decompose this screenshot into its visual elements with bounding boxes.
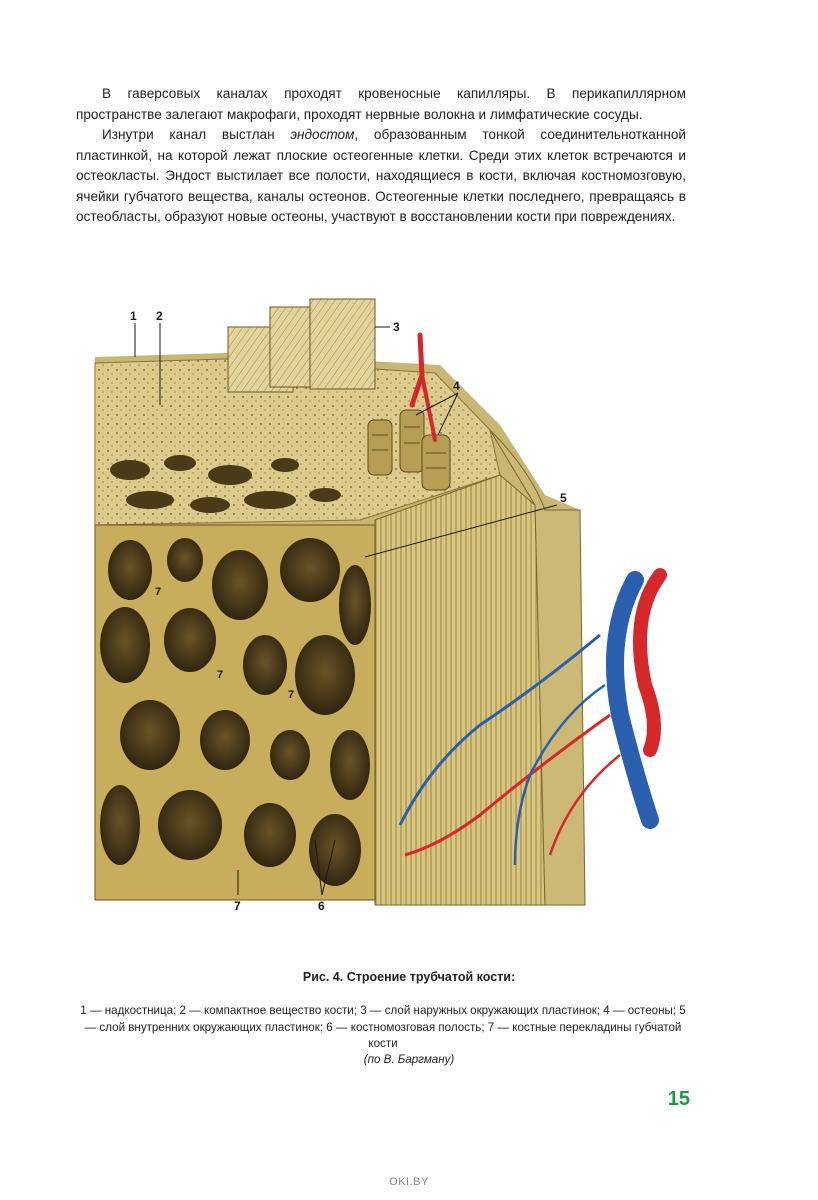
label-1: 1 xyxy=(130,309,137,323)
paragraph-2-rest: , образованным тонкой соединительнотканной пластинкой, на которой лежат плоские остеогенные клетки. Среди этих клеток встречаются и остеокласты. Эндост выстилает все полости, находящиеся в кости, включая костномозговую, ячейки губчатого вещества, каналы остеонов. Остеогенные клетки последнего, превращаясь в остеобласты, образуют новые остеоны, участвуют в восстановлении кости при повреждениях. xyxy=(76,127,686,224)
term-endosteum: эндостом xyxy=(290,127,355,142)
label-7-bottom: 7 xyxy=(234,899,241,913)
label-3: 3 xyxy=(393,320,400,334)
label-6: 6 xyxy=(318,899,325,913)
label-4: 4 xyxy=(453,379,460,393)
paragraph-2 xyxy=(76,125,686,228)
figure-caption-title: Рис. 4. Строение трубчатой кости: xyxy=(302,970,516,984)
paragraph-2-start: Изнутри канал выстлан xyxy=(102,127,291,142)
outer-lamellae-blocks xyxy=(228,299,375,392)
watermark: OKI.BY xyxy=(389,1176,429,1188)
figure-caption-credit: (по В. Баргману) xyxy=(363,1053,455,1066)
label-7-upper: 7 xyxy=(155,586,162,598)
label-7-middle: 7 xyxy=(217,669,224,681)
label-2: 2 xyxy=(156,309,163,323)
artery-large xyxy=(640,575,660,750)
label-5: 5 xyxy=(560,491,567,505)
figure-caption-legend: 1 — надкостница; 2 — компактное вещество кости; 3 — слой наружных окружающих пластинок; 4 — остеоны; 5 — слой внутренних окружающих пластинок; 6 — костномозговая полость; 7 — костные перекладины губчатой кости xyxy=(80,1004,686,1050)
bone-illustration xyxy=(60,295,760,935)
paragraph-1: В гаверсовых каналах проходят кровеносные капилляры. В перикапиллярном пространстве залегают макрофаги, проходят нервные волокна и лимфатические сосуды. xyxy=(76,86,686,122)
compact-bone-side xyxy=(375,475,545,905)
label-7-right: 7 xyxy=(288,689,295,701)
body-text xyxy=(76,84,686,228)
bone-structure-figure xyxy=(60,295,760,935)
page-number: 15 xyxy=(667,1088,690,1110)
